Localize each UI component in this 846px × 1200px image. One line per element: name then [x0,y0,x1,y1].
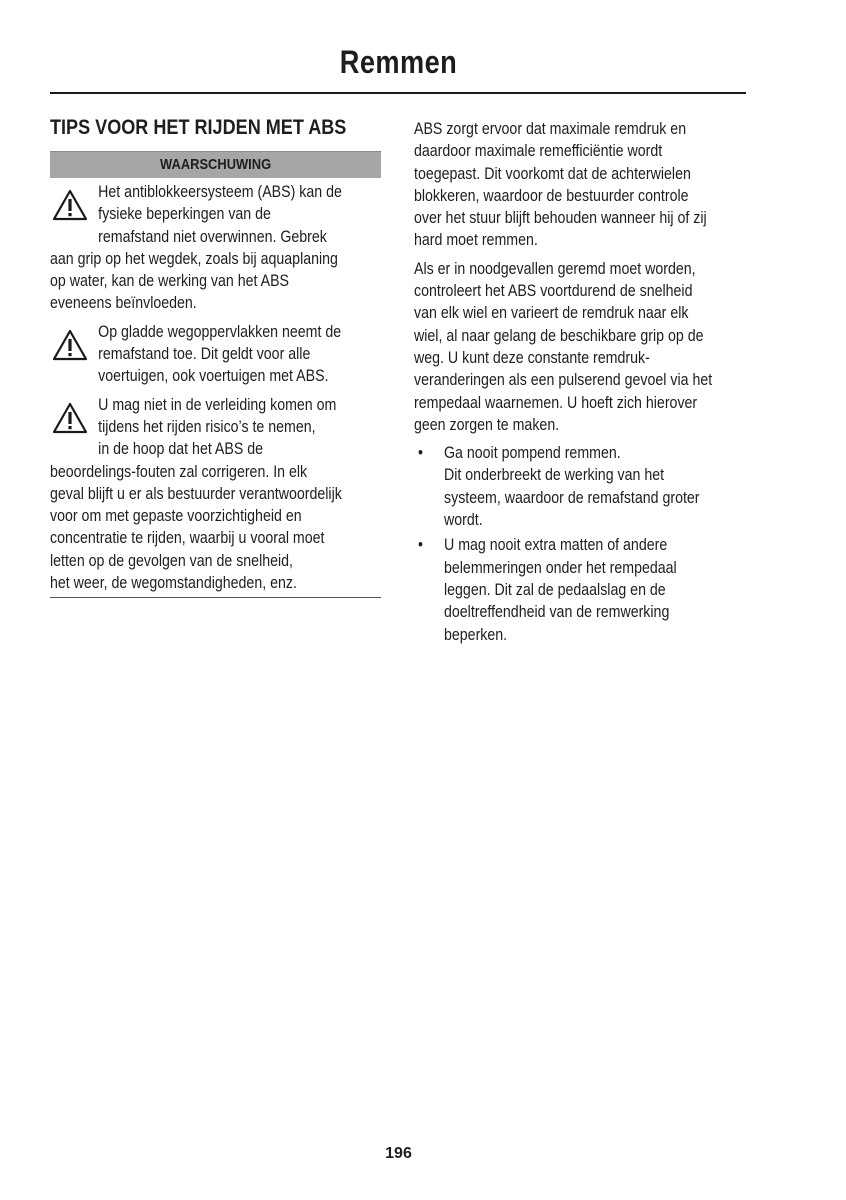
paragraph-line: blokkeren, waardoor de bestuurder controle [414,186,689,205]
bullet-dot: • [418,444,423,463]
paragraph-line: wiel, al naar gelang de beschikbare grip op de [414,326,704,345]
paragraph-line: daardoor maximale remefficiëntie wordt [414,142,663,161]
warning-text-line: het weer, de wegomstandigheden, enz. [50,574,297,593]
warning-item [50,181,381,315]
paragraph-line: Als er in noodgevallen geremd moet worden, [414,259,696,278]
bullet-item [414,442,754,531]
paragraph [414,118,754,252]
warning-item [50,394,381,595]
left-column [50,116,381,598]
paragraph-line: toegepast. Dit voorkomt dat de achterwielen [414,164,691,183]
warning-banner [50,151,381,178]
warning-text-line: Het antiblokkeersysteem (ABS) kan de [98,183,342,201]
bullet-line: wordt. [444,511,483,530]
warning-text-line: voor om met gepaste voorzichtigheid en [50,507,302,526]
bullet-item [414,534,754,645]
warning-text-line: tijdens het rijden risico’s te nemen, [98,417,316,436]
paragraph-line: rempedaal waarnemen. U hoeft zich hierover [414,393,698,412]
paragraph-line: controleert het ABS voortdurend de snelheid [414,282,693,301]
warning-text-line: voertuigen, ook voertuigen met ABS. [98,367,329,386]
warning-text-line: in de hoop dat het ABS de [98,440,264,459]
warning-text-line: U mag niet in de verleiding komen om [98,395,337,414]
warning-text-line: geval blijft u er als bestuurder verantwoordelijk [50,484,342,503]
paragraph-line: hard moet remmen. [414,231,538,250]
warning-end-divider [50,597,381,598]
bullet-line: Ga nooit pompend remmen. [444,444,621,463]
paragraph-line: weg. U kunt deze constante remdruk- [414,348,650,367]
warning-text-line: concentratie te rijden, waarbij u vooral moet [50,529,325,548]
warning-banner-label: WAARSCHUWING [159,156,272,173]
warning-text-line: Op gladde wegoppervlakken neemt de [98,322,342,341]
section-heading: TIPS VOOR HET RIJDEN MET ABS [50,116,347,139]
page-number: 196 [385,1145,412,1162]
warning-text-line: remafstand toe. Dit geldt voor alle [98,345,311,364]
paragraph-line: veranderingen als een pulserend gevoel via het [414,371,713,390]
paragraph-line: ABS zorgt ervoor dat maximale remdruk en [414,120,687,138]
warning-item [50,321,381,388]
warning-text-line: aan grip op het wegdek, zoals bij aquaplaning [50,249,338,268]
paragraph [414,258,754,436]
bullet-line: Dit onderbreekt de werking van het [444,466,665,485]
right-column [414,118,754,646]
bullet-line: leggen. Dit zal de pedaalslag en de [444,580,666,599]
warning-text-line: remafstand niet overwinnen. Gebrek [98,227,327,246]
warning-text-line: fysieke beperkingen van de [98,205,271,224]
warning-text-line: eveneens beïnvloeden. [50,294,197,313]
paragraph-line: van elk wiel en varieert de remdruk naar elk [414,304,689,323]
warning-text-line: op water, kan de werking van het ABS [50,272,290,291]
warning-text-line: beoordelings-fouten zal corrigeren. In elk [50,462,308,481]
paragraph-line: over het stuur blijft behouden wanneer hij of zij [414,209,707,228]
header-divider [50,92,746,94]
bullet-line: belemmeringen onder het rempedaal [444,558,677,577]
warning-text-line: letten op de gevolgen van de snelheid, [50,551,294,570]
bullet-line: systeem, waardoor de remafstand groter [444,488,700,507]
paragraph-line: geen zorgen te maken. [414,415,560,434]
bullet-dot: • [418,536,423,555]
bullet-line: U mag nooit extra matten of andere [444,536,668,555]
bullet-line: beperken. [444,625,508,644]
bullet-line: doeltreffendheid van de remwerking [444,603,670,622]
page-title: Remmen [339,44,458,80]
